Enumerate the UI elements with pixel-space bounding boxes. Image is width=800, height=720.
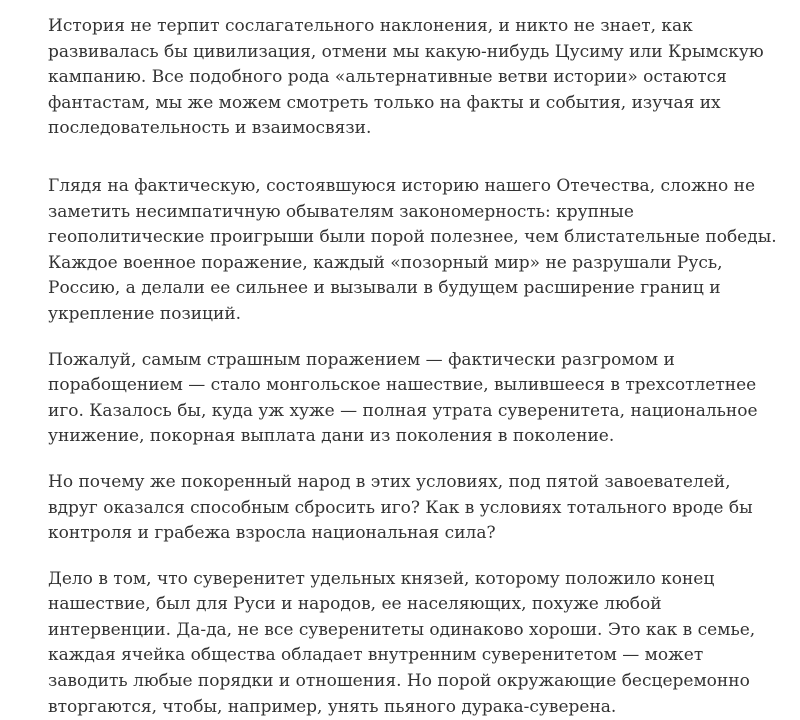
- article-paragraph-5: Дело в том, что суверенитет удельных князей, которому положило конец нашествие, был для Руси и народов, ее населяющих, похуже любой интервенции. Да-да, не все суверенитеты одинаково хороши. Это как в семье, каждая ячейка общества обладает внутренним суверенитетом — может заводить любые порядки и отношения. Но порой окружающие бесцеремонно вторгаются, чтобы, например, унять пьяного дурака-суверена.: [48, 568, 756, 717]
- article-paragraph-1: История не терпит сослагательного наклонения, и никто не знает, как развивалась бы цивилизация, отмени мы какую-нибудь Цусиму или Крымскую кампанию. Все подобного рода «альтернативные ветви истории» остаются фантастам, мы же можем смотреть только на факты и события, изучая их последовательность и взаимосвязи.: [48, 16, 764, 139]
- article-paragraph-4: Но почему же покоренный народ в этих условиях, под пятой завоевателей, вдруг оказался способным сбросить иго? Как в условиях тотального вроде бы контроля и грабежа взросла национальная сила?: [48, 471, 753, 544]
- article-paragraph-2: Глядя на фактическую, состоявшуюся историю нашего Отечества, сложно не заметить несимпатичную обывателям закономерность: крупные геополитические проигрыши были порой полезнее, чем блистательные победы. Каждое военное поражение, каждый «позорный мир» не разрушали Русь, Россию, а делали ее сильнее и вызывали в будущем расширение границ и укрепление позиций.: [48, 175, 777, 324]
- article-paragraph-3: Пожалуй, самым страшным поражением — фактически разгромом и порабощением — стало монгольское нашествие, вылившееся в трехсотлетнее иго. Казалось бы, куда уж хуже — полная утрата суверенитета, национальное унижение, покорная выплата дани из поколения в поколение.: [48, 349, 758, 447]
